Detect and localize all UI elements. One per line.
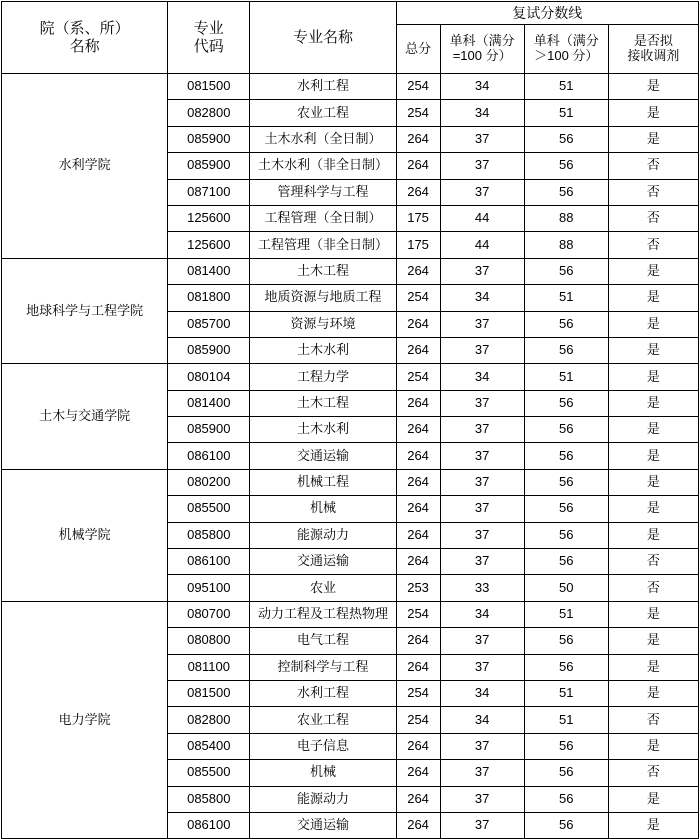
college-name-cell: 机械学院 xyxy=(2,469,168,601)
major-name-cell: 机械工程 xyxy=(250,469,396,495)
major-name-cell: 交通运输 xyxy=(250,812,396,838)
subject-100-score-cell: 34 xyxy=(440,285,524,311)
college-name-cell: 水利学院 xyxy=(2,74,168,259)
major-name-cell: 土木工程 xyxy=(250,258,396,284)
major-code-cell: 080700 xyxy=(168,601,250,627)
major-code-cell: 080800 xyxy=(168,628,250,654)
table-row xyxy=(2,601,699,627)
header-accept-adjustment xyxy=(608,25,698,74)
total-score-cell: 264 xyxy=(396,496,440,522)
accept-adjustment-cell: 是 xyxy=(608,628,698,654)
total-score-cell: 264 xyxy=(396,311,440,337)
subject-over-100-score-cell: 56 xyxy=(524,337,608,363)
major-code-cell: 080200 xyxy=(168,469,250,495)
table-body xyxy=(2,74,699,839)
total-score-cell: 264 xyxy=(396,628,440,654)
subject-100-score-cell: 37 xyxy=(440,496,524,522)
subject-over-100-score-cell: 56 xyxy=(524,126,608,152)
major-code-cell: 086100 xyxy=(168,549,250,575)
major-name-cell: 工程管理（全日制） xyxy=(250,205,396,231)
accept-adjustment-cell: 是 xyxy=(608,390,698,416)
subject-100-score-cell: 37 xyxy=(440,390,524,416)
header-code-line2: 代码 xyxy=(193,37,224,55)
major-name-cell: 能源动力 xyxy=(250,522,396,548)
major-code-cell: 081800 xyxy=(168,285,250,311)
major-code-cell: 085500 xyxy=(168,496,250,522)
subject-over-100-score-cell: 56 xyxy=(524,549,608,575)
accept-adjustment-cell: 是 xyxy=(608,443,698,469)
header-subject-over-100-line1: 单科（满分 xyxy=(533,33,599,49)
major-name-cell: 资源与环境 xyxy=(250,311,396,337)
major-code-cell: 086100 xyxy=(168,812,250,838)
major-name-cell: 动力工程及工程热物理 xyxy=(250,601,396,627)
subject-over-100-score-cell: 51 xyxy=(524,707,608,733)
header-subject-over-100-line2: ＞100 分） xyxy=(534,48,599,63)
total-score-cell: 253 xyxy=(396,575,440,601)
major-name-cell: 交通运输 xyxy=(250,443,396,469)
total-score-cell: 254 xyxy=(396,601,440,627)
accept-adjustment-cell: 否 xyxy=(608,179,698,205)
subject-over-100-score-cell: 56 xyxy=(524,469,608,495)
table-row xyxy=(2,74,699,100)
total-score-cell: 175 xyxy=(396,205,440,231)
major-name-cell: 机械 xyxy=(250,760,396,786)
header-accept-adjustment-line1: 是否拟 xyxy=(633,33,673,49)
header-subject-100-line1: 单科（满分 xyxy=(449,33,515,49)
subject-100-score-cell: 37 xyxy=(440,337,524,363)
major-name-cell: 能源动力 xyxy=(250,786,396,812)
subject-100-score-cell: 34 xyxy=(440,100,524,126)
subject-over-100-score-cell: 51 xyxy=(524,680,608,706)
subject-100-score-cell: 37 xyxy=(440,153,524,179)
accept-adjustment-cell: 是 xyxy=(608,654,698,680)
total-score-cell: 264 xyxy=(396,760,440,786)
subject-over-100-score-cell: 56 xyxy=(524,760,608,786)
subject-over-100-score-cell: 56 xyxy=(524,786,608,812)
subject-over-100-score-cell: 56 xyxy=(524,390,608,416)
college-name-cell: 地球科学与工程学院 xyxy=(2,258,168,364)
major-code-cell: 085900 xyxy=(168,153,250,179)
major-name-cell: 农业工程 xyxy=(250,100,396,126)
accept-adjustment-cell: 是 xyxy=(608,311,698,337)
total-score-cell: 264 xyxy=(396,390,440,416)
table-row xyxy=(2,364,699,390)
total-score-cell: 264 xyxy=(396,786,440,812)
major-name-cell: 工程力学 xyxy=(250,364,396,390)
subject-over-100-score-cell: 56 xyxy=(524,443,608,469)
total-score-cell: 264 xyxy=(396,126,440,152)
total-score-cell: 264 xyxy=(396,549,440,575)
subject-100-score-cell: 44 xyxy=(440,205,524,231)
total-score-cell: 254 xyxy=(396,707,440,733)
total-score-cell: 264 xyxy=(396,733,440,759)
total-score-cell: 264 xyxy=(396,179,440,205)
header-major-code xyxy=(168,2,250,74)
subject-100-score-cell: 37 xyxy=(440,549,524,575)
subject-over-100-score-cell: 56 xyxy=(524,522,608,548)
major-code-cell: 085400 xyxy=(168,733,250,759)
accept-adjustment-cell: 否 xyxy=(608,549,698,575)
header-code-line1: 专业 xyxy=(193,20,224,38)
accept-adjustment-cell: 是 xyxy=(608,469,698,495)
header-total-score: 总分 xyxy=(396,25,440,74)
major-code-cell: 085500 xyxy=(168,760,250,786)
subject-over-100-score-cell: 56 xyxy=(524,812,608,838)
accept-adjustment-cell: 是 xyxy=(608,285,698,311)
subject-100-score-cell: 37 xyxy=(440,469,524,495)
subject-over-100-score-cell: 56 xyxy=(524,179,608,205)
subject-over-100-score-cell: 51 xyxy=(524,74,608,100)
total-score-cell: 254 xyxy=(396,74,440,100)
subject-over-100-score-cell: 56 xyxy=(524,733,608,759)
subject-over-100-score-cell: 56 xyxy=(524,258,608,284)
major-code-cell: 085800 xyxy=(168,522,250,548)
subject-100-score-cell: 37 xyxy=(440,443,524,469)
total-score-cell: 264 xyxy=(396,337,440,363)
major-code-cell: 081400 xyxy=(168,258,250,284)
accept-adjustment-cell: 否 xyxy=(608,232,698,258)
subject-over-100-score-cell: 56 xyxy=(524,311,608,337)
major-code-cell: 085900 xyxy=(168,417,250,443)
accept-adjustment-cell: 是 xyxy=(608,522,698,548)
major-name-cell: 水利工程 xyxy=(250,680,396,706)
table-row xyxy=(2,258,699,284)
accept-adjustment-cell: 是 xyxy=(608,258,698,284)
major-code-cell: 081500 xyxy=(168,680,250,706)
subject-over-100-score-cell: 88 xyxy=(524,205,608,231)
total-score-cell: 264 xyxy=(396,258,440,284)
major-name-cell: 地质资源与地质工程 xyxy=(250,285,396,311)
accept-adjustment-cell: 是 xyxy=(608,812,698,838)
major-code-cell: 081100 xyxy=(168,654,250,680)
major-name-cell: 电气工程 xyxy=(250,628,396,654)
college-name-cell: 电力学院 xyxy=(2,601,168,839)
total-score-cell: 264 xyxy=(396,443,440,469)
subject-100-score-cell: 37 xyxy=(440,760,524,786)
subject-100-score-cell: 37 xyxy=(440,628,524,654)
total-score-cell: 254 xyxy=(396,100,440,126)
subject-over-100-score-cell: 56 xyxy=(524,417,608,443)
major-name-cell: 交通运输 xyxy=(250,549,396,575)
subject-100-score-cell: 34 xyxy=(440,601,524,627)
accept-adjustment-cell: 是 xyxy=(608,364,698,390)
subject-over-100-score-cell: 51 xyxy=(524,601,608,627)
major-name-cell: 控制科学与工程 xyxy=(250,654,396,680)
major-code-cell: 081500 xyxy=(168,74,250,100)
subject-100-score-cell: 37 xyxy=(440,417,524,443)
accept-adjustment-cell: 否 xyxy=(608,205,698,231)
total-score-cell: 264 xyxy=(396,654,440,680)
major-code-cell: 087100 xyxy=(168,179,250,205)
accept-adjustment-cell: 是 xyxy=(608,733,698,759)
major-code-cell: 085800 xyxy=(168,786,250,812)
major-name-cell: 土木水利（非全日制） xyxy=(250,153,396,179)
accept-adjustment-cell: 是 xyxy=(608,680,698,706)
accept-adjustment-cell: 是 xyxy=(608,74,698,100)
subject-over-100-score-cell: 56 xyxy=(524,654,608,680)
accept-adjustment-cell: 是 xyxy=(608,100,698,126)
subject-over-100-score-cell: 88 xyxy=(524,232,608,258)
major-name-cell: 土木水利（全日制） xyxy=(250,126,396,152)
major-name-cell: 农业 xyxy=(250,575,396,601)
subject-over-100-score-cell: 51 xyxy=(524,285,608,311)
subject-100-score-cell: 37 xyxy=(440,733,524,759)
subject-100-score-cell: 33 xyxy=(440,575,524,601)
header-subject-100-line2: =100 分） xyxy=(452,48,512,63)
major-code-cell: 081400 xyxy=(168,390,250,416)
subject-100-score-cell: 37 xyxy=(440,258,524,284)
major-code-cell: 082800 xyxy=(168,707,250,733)
accept-adjustment-cell: 是 xyxy=(608,496,698,522)
header-score-line-group: 复试分数线 xyxy=(396,2,698,25)
total-score-cell: 254 xyxy=(396,680,440,706)
accept-adjustment-cell: 是 xyxy=(608,601,698,627)
total-score-cell: 254 xyxy=(396,364,440,390)
header-row-group xyxy=(2,2,699,25)
major-name-cell: 水利工程 xyxy=(250,74,396,100)
total-score-cell: 264 xyxy=(396,417,440,443)
subject-100-score-cell: 34 xyxy=(440,74,524,100)
major-code-cell: 082800 xyxy=(168,100,250,126)
accept-adjustment-cell: 是 xyxy=(608,786,698,812)
header-college xyxy=(2,2,168,74)
header-accept-adjustment-line2: 接收调剂 xyxy=(627,48,680,63)
subject-100-score-cell: 34 xyxy=(440,680,524,706)
subject-100-score-cell: 37 xyxy=(440,179,524,205)
major-code-cell: 125600 xyxy=(168,205,250,231)
subject-100-score-cell: 37 xyxy=(440,126,524,152)
major-name-cell: 机械 xyxy=(250,496,396,522)
subject-100-score-cell: 37 xyxy=(440,812,524,838)
total-score-cell: 264 xyxy=(396,812,440,838)
subject-100-score-cell: 37 xyxy=(440,786,524,812)
major-code-cell: 085900 xyxy=(168,126,250,152)
header-subject-over-100 xyxy=(524,25,608,74)
header-college-line1: 院（系、所） xyxy=(39,20,130,38)
total-score-cell: 264 xyxy=(396,469,440,495)
total-score-cell: 264 xyxy=(396,153,440,179)
header-subject-100 xyxy=(440,25,524,74)
major-name-cell: 管理科学与工程 xyxy=(250,179,396,205)
total-score-cell: 254 xyxy=(396,285,440,311)
major-code-cell: 085700 xyxy=(168,311,250,337)
subject-100-score-cell: 37 xyxy=(440,654,524,680)
accept-adjustment-cell: 是 xyxy=(608,126,698,152)
accept-adjustment-cell: 否 xyxy=(608,760,698,786)
score-line-sheet xyxy=(0,1,700,839)
admission-score-table xyxy=(1,1,699,839)
subject-over-100-score-cell: 56 xyxy=(524,153,608,179)
major-code-cell: 125600 xyxy=(168,232,250,258)
header-major-name: 专业名称 xyxy=(250,2,396,74)
major-code-cell: 086100 xyxy=(168,443,250,469)
accept-adjustment-cell: 否 xyxy=(608,575,698,601)
subject-100-score-cell: 37 xyxy=(440,311,524,337)
subject-over-100-score-cell: 56 xyxy=(524,628,608,654)
header-college-line2: 名称 xyxy=(69,37,100,55)
subject-100-score-cell: 37 xyxy=(440,522,524,548)
major-code-cell: 095100 xyxy=(168,575,250,601)
major-name-cell: 电子信息 xyxy=(250,733,396,759)
subject-100-score-cell: 34 xyxy=(440,364,524,390)
major-name-cell: 农业工程 xyxy=(250,707,396,733)
total-score-cell: 264 xyxy=(396,522,440,548)
major-name-cell: 土木水利 xyxy=(250,417,396,443)
subject-100-score-cell: 34 xyxy=(440,707,524,733)
accept-adjustment-cell: 是 xyxy=(608,417,698,443)
accept-adjustment-cell: 否 xyxy=(608,153,698,179)
subject-over-100-score-cell: 51 xyxy=(524,364,608,390)
major-code-cell: 085900 xyxy=(168,337,250,363)
major-name-cell: 土木工程 xyxy=(250,390,396,416)
subject-100-score-cell: 44 xyxy=(440,232,524,258)
subject-over-100-score-cell: 56 xyxy=(524,496,608,522)
table-header xyxy=(2,2,699,74)
subject-over-100-score-cell: 50 xyxy=(524,575,608,601)
subject-over-100-score-cell: 51 xyxy=(524,100,608,126)
accept-adjustment-cell: 是 xyxy=(608,337,698,363)
major-name-cell: 工程管理（非全日制） xyxy=(250,232,396,258)
table-row xyxy=(2,469,699,495)
total-score-cell: 175 xyxy=(396,232,440,258)
accept-adjustment-cell: 否 xyxy=(608,707,698,733)
major-name-cell: 土木水利 xyxy=(250,337,396,363)
major-code-cell: 080104 xyxy=(168,364,250,390)
college-name-cell: 土木与交通学院 xyxy=(2,364,168,470)
